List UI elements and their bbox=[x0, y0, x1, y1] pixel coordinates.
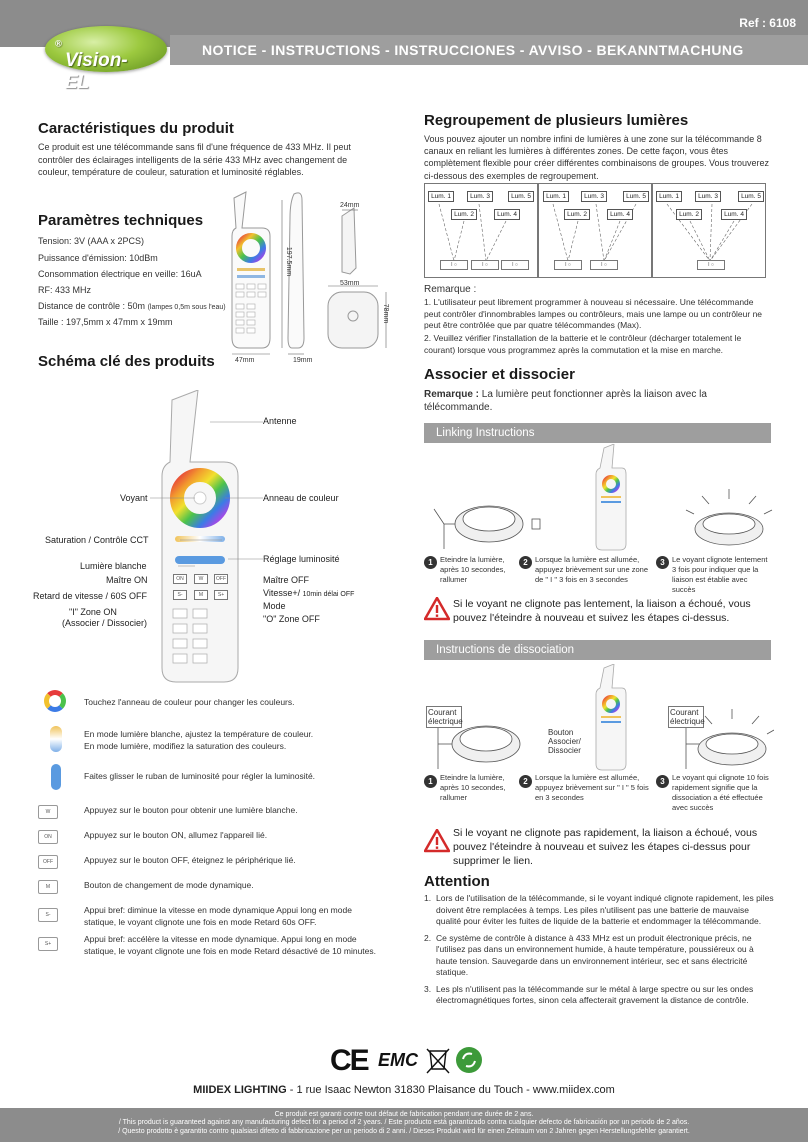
ce-mark: CE bbox=[330, 1044, 368, 1077]
footer-info bbox=[0, 1084, 808, 1096]
step-text: Lorsque la lumière est allumée, appuyez brièvement sur " I " 5 fois en 3 secondes bbox=[535, 773, 649, 802]
remark-1: 1. L'utilisateur peut librement programmer à nouveau si nécessaire. Une télécommande peut contrôler d'innombrables lampes ou contrôleurs, mais une lampe ou un contrôleur ne peut être contrôlée que par quatre télécommandes (Max). bbox=[424, 297, 763, 330]
spec-rf: RF: 433 MHz bbox=[38, 285, 92, 295]
key-w-icon: W bbox=[38, 805, 58, 819]
key-splus-icon: S+ bbox=[38, 937, 58, 951]
spec-size: Taille : 197,5mm x 47mm x 19mm bbox=[38, 317, 173, 327]
group-controller: I ○ bbox=[501, 260, 529, 270]
lum-1: Lum. 1 bbox=[543, 191, 569, 202]
lum-1: Lum. 1 bbox=[656, 191, 682, 202]
spec-distance bbox=[38, 301, 226, 311]
pairing-remark-label: Remarque : bbox=[424, 389, 480, 400]
warning-icon bbox=[424, 829, 450, 853]
linking-instructions-bar: Linking Instructions bbox=[424, 423, 771, 443]
step-text: Eteindre la lumière, après 10 secondes, rallumer bbox=[440, 555, 506, 584]
attention-heading: Attention bbox=[424, 873, 490, 890]
attention-list bbox=[424, 893, 774, 1012]
legend-text: Appuyez sur le bouton OFF, éteignez le périphérique lié. bbox=[84, 855, 296, 865]
emc-mark: EMC bbox=[378, 1050, 418, 1070]
lum-4: Lum. 4 bbox=[721, 209, 747, 220]
remote-on-button: ON bbox=[173, 574, 187, 584]
attention-item-number: 1. bbox=[424, 893, 432, 903]
linking-illustration bbox=[424, 444, 774, 554]
group-controller: I ○ bbox=[590, 260, 618, 270]
remote-w-button: W bbox=[194, 574, 208, 584]
dim-width: 47mm bbox=[235, 357, 255, 364]
label-color-ring: Anneau de couleur bbox=[263, 493, 339, 503]
spec-distance-note: (lampes 0,5m sous l'eau) bbox=[147, 304, 226, 311]
legend-text: Appui bref: accélère la vitesse en mode dynamique. Appui long en mode statique, le voyant clignote une fois en mode Retard désactivé de 10 minutes. bbox=[84, 934, 377, 956]
key-on-icon: ON bbox=[38, 830, 58, 844]
lum-3: Lum. 3 bbox=[467, 191, 493, 202]
label-speed-up-note: 10min délai OFF bbox=[302, 591, 355, 598]
label-speed-up bbox=[263, 588, 354, 598]
spec-standby: Consommation électrique en veille: 16uA bbox=[38, 269, 202, 279]
lum-2: Lum. 2 bbox=[676, 209, 702, 220]
remark-2: 2. Veuillez vérifier l'installation de la batterie et le contrôleur (décharger totalement le courant) lorsque vous programmez après la commutation et la mise en marche. bbox=[424, 333, 742, 355]
label-master-off: Maître OFF bbox=[263, 575, 310, 585]
guarantee-line: / This product is guaranteed against any manufacturing defect for a period of 2 years. / Este producto está garantizado contra cualquier defecto de fabricación por un periodo de 2 años. bbox=[118, 1119, 690, 1127]
key-leader-lines bbox=[100, 420, 270, 630]
remote-m-button: M bbox=[194, 590, 208, 600]
group-controller: I ○ bbox=[697, 260, 725, 270]
legend-text: Bouton de changement de mode dynamique. bbox=[84, 880, 254, 890]
grouping-text: Vous pouvez ajouter un nombre infini de lumières à une zone sur la télécommande 8 canaux en reliant les lumières à différentes zones. De cette façon, vous êtes complètement flexible pour créer différentes combinaisons de groupes. Vous trouverez ci-dessous des exemples de regroupement. bbox=[424, 134, 770, 181]
step-text: Le voyant clignote lentement 3 fois pour indiquer que la liaison est établie avec succès bbox=[672, 555, 768, 594]
remote-splus-button: S+ bbox=[214, 590, 228, 600]
lum-4: Lum. 4 bbox=[494, 209, 520, 220]
dimension-drawings bbox=[222, 188, 398, 364]
dim-depth: 19mm bbox=[293, 357, 313, 364]
label-zone-off: "O" Zone OFF bbox=[263, 614, 320, 624]
group-controller: I ○ bbox=[471, 260, 499, 270]
warning-icon bbox=[424, 597, 450, 621]
attention-item bbox=[424, 933, 774, 979]
brightness-slider-icon bbox=[51, 764, 61, 790]
legend-text: Appuyez sur le bouton ON, allumez l'appareil lié. bbox=[84, 830, 268, 840]
lum-1: Lum. 1 bbox=[428, 191, 454, 202]
label-master-on: Maître ON bbox=[106, 575, 148, 585]
step-text: Eteindre la lumière, après 10 secondes, rallumer bbox=[440, 773, 506, 802]
legend-text: Appuyez sur le bouton pour obtenir une lumière blanche. bbox=[84, 805, 298, 815]
label-saturation: Saturation / Contrôle CCT bbox=[45, 535, 149, 545]
brand-logo bbox=[45, 26, 167, 93]
dim-height: 197.5mm bbox=[285, 246, 293, 277]
step-number: 1 bbox=[424, 775, 437, 788]
current-label: Courant électrique bbox=[428, 708, 463, 726]
label-zone-on-sub: (Associer / Dissocier) bbox=[62, 618, 148, 628]
lum-2: Lum. 2 bbox=[564, 209, 590, 220]
legend-text: Appui bref: diminue la vitesse en mode dynamique Appui long en mode statique, le voyant clignote une fois en mode Retard 60s OFF. bbox=[84, 905, 352, 927]
lum-5: Lum. 5 bbox=[738, 191, 764, 202]
key-sminus-icon: S- bbox=[38, 908, 58, 922]
dim-holder-depth: 24mm bbox=[340, 202, 360, 209]
company-address: - 1 rue Isaac Newton 31830 Plaisance du Touch - www.miidex.com bbox=[286, 1084, 615, 1096]
dim-holder-height: 78mm bbox=[382, 303, 390, 324]
specs-heading: Paramètres techniques bbox=[38, 212, 204, 229]
logo-registered: ® bbox=[55, 38, 62, 49]
guarantee-line: Ce produit est garanti contre tout défaut de fabrication pendant une durée de 2 ans. bbox=[274, 1111, 534, 1118]
remote-sminus-button: S- bbox=[173, 590, 187, 600]
step-text: Lorsque la lumière est allumée, appuyez brièvement sur une zone de " I " 3 fois en 3 secondes bbox=[535, 555, 648, 584]
lum-3: Lum. 3 bbox=[581, 191, 607, 202]
link-warning-text: Si le voyant ne clignote pas lentement, la liaison a échoué, vous pouvez l'éteindre à nouveau et suivez les étapes ci-dessus. bbox=[453, 598, 751, 624]
attention-item-text: Lors de l'utilisation de la télécommande, si le voyant indiqué clignote rapidement, les piles doivent être remplacées à temps. Les piles n'utilisent pas une batterie de mauvaise qualité pour éviter les fuites de liquide de la batterie et endommager la télécommande. bbox=[436, 893, 774, 926]
features-text: Ce produit est une télécommande sans fil d'une fréquence de 433 MHz. Il peut contrôler des éclairages intelligents de la série 433 MHz avec changement de couleur, température de couleur, saturation et luminosité réglables. bbox=[38, 142, 351, 177]
label-white-light: Lumière blanche bbox=[80, 561, 147, 571]
label-antenna: Antenne bbox=[263, 416, 297, 426]
pairing-remark bbox=[424, 388, 769, 414]
lum-2: Lum. 2 bbox=[451, 209, 477, 220]
spec-distance-value: Distance de contrôle : 50m bbox=[38, 301, 146, 311]
attention-item bbox=[424, 893, 774, 928]
legend-text: Faites glisser le ruban de luminosité pour régler la luminosité. bbox=[84, 771, 316, 781]
attention-item-text: Ce système de contrôle à distance à 433 MHz est un produit électronique précis, ne l'utilisez pas dans un environnement humide, à haute température, poussiéreux ou à haute tension. Sauvegarde dans un environnement intérieur, sec et sans électricité statique. bbox=[436, 932, 754, 977]
step-text: Le voyant qui clignote 10 fois rapidement signifie que la dissociation a été effectuée avec succès bbox=[672, 773, 769, 812]
attention-item-number: 3. bbox=[424, 983, 432, 994]
reference-number: Ref : 6108 bbox=[739, 16, 796, 30]
step-number: 1 bbox=[424, 556, 437, 569]
lum-4: Lum. 4 bbox=[607, 209, 633, 220]
key-off-icon: OFF bbox=[38, 855, 58, 869]
step-number: 3 bbox=[656, 556, 669, 569]
title-band bbox=[170, 35, 808, 65]
key-m-icon: M bbox=[38, 880, 58, 894]
color-ring-icon bbox=[44, 690, 66, 712]
features-heading: Caractéristiques du produit bbox=[38, 120, 234, 137]
button-label: Bouton Associer/ Dissocier bbox=[548, 728, 581, 755]
grouping-heading: Regroupement de plusieurs lumières bbox=[424, 112, 689, 129]
step-number: 3 bbox=[656, 775, 669, 788]
label-speed-up-text: Vitesse+/ bbox=[263, 588, 301, 598]
label-zone-on: "I" Zone ON bbox=[69, 607, 117, 617]
unlinking-illustration bbox=[424, 664, 774, 774]
group-controller: I ○ bbox=[554, 260, 582, 270]
unlink-instructions-bar: Instructions de dissociation bbox=[424, 640, 771, 660]
label-brightness: Réglage luminosité bbox=[263, 554, 340, 564]
weee-and-recycle-icons bbox=[425, 1045, 487, 1075]
remark-title: Remarque : bbox=[424, 284, 477, 295]
spec-voltage: Tension: 3V (AAA x 2PCS) bbox=[38, 236, 145, 246]
pairing-remark-text: La lumière peut fonctionner après la liaison avec la télécommande. bbox=[424, 389, 707, 413]
step-number: 2 bbox=[519, 556, 532, 569]
lum-3: Lum. 3 bbox=[695, 191, 721, 202]
key-diagram-heading: Schéma clé des produits bbox=[38, 353, 215, 370]
lum-5: Lum. 5 bbox=[508, 191, 534, 202]
label-speed-down: Retard de vitesse / 60S OFF bbox=[33, 591, 148, 601]
step-number: 2 bbox=[519, 775, 532, 788]
label-indicator: Voyant bbox=[120, 493, 148, 503]
attention-item bbox=[424, 984, 774, 1007]
document-title: NOTICE - INSTRUCTIONS - INSTRUCCIONES - AVVISO - BEKANNTMACHUNG bbox=[202, 42, 744, 58]
guarantee-line: / Questo prodotto è garantito contro qualsiasi difetto di fabbricazione per un periodo di 2 anni. / Dieses Produkt wird für einen Zeitraum von 2 Jahren gegen Herstellungsfehler garantiert. bbox=[118, 1127, 690, 1135]
group-controller: I ○ bbox=[440, 260, 468, 270]
lum-5: Lum. 5 bbox=[623, 191, 649, 202]
spec-power: Puissance d'émission: 10dBm bbox=[38, 253, 158, 263]
company-name: MIIDEX LIGHTING bbox=[193, 1084, 287, 1096]
current-label: Courant électrique bbox=[670, 708, 705, 726]
unlink-warning-text: Si le voyant ne clignote pas rapidement, la liaison a échoué, vous pouvez l'éteindre à nouveau et suivez les étapes ci-dessus pour supprimer le lien. bbox=[453, 827, 758, 867]
pairing-heading: Associer et dissocier bbox=[424, 366, 575, 383]
dim-holder-width: 53mm bbox=[340, 280, 360, 287]
logo-text: Vision-EL bbox=[65, 50, 128, 93]
legend-text: Touchez l'anneau de couleur pour changer les couleurs. bbox=[84, 697, 295, 707]
legend-text: En mode lumière blanche, ajustez la température de couleur. En mode lumière, modifiez la saturation des couleurs. bbox=[84, 729, 314, 751]
guarantee-band bbox=[0, 1108, 808, 1142]
attention-item-number: 2. bbox=[424, 932, 432, 943]
label-mode: Mode bbox=[263, 601, 286, 611]
saturation-slider-icon bbox=[50, 726, 62, 752]
remote-off-button: OFF bbox=[216, 576, 226, 582]
attention-item-text: Les pls n'utilisent pas la télécommande sur le métal à large spectre ou sur les ondes électromagnétiques fortes, sinon cela affecterait gravement la distance de contrôle. bbox=[436, 983, 754, 1005]
